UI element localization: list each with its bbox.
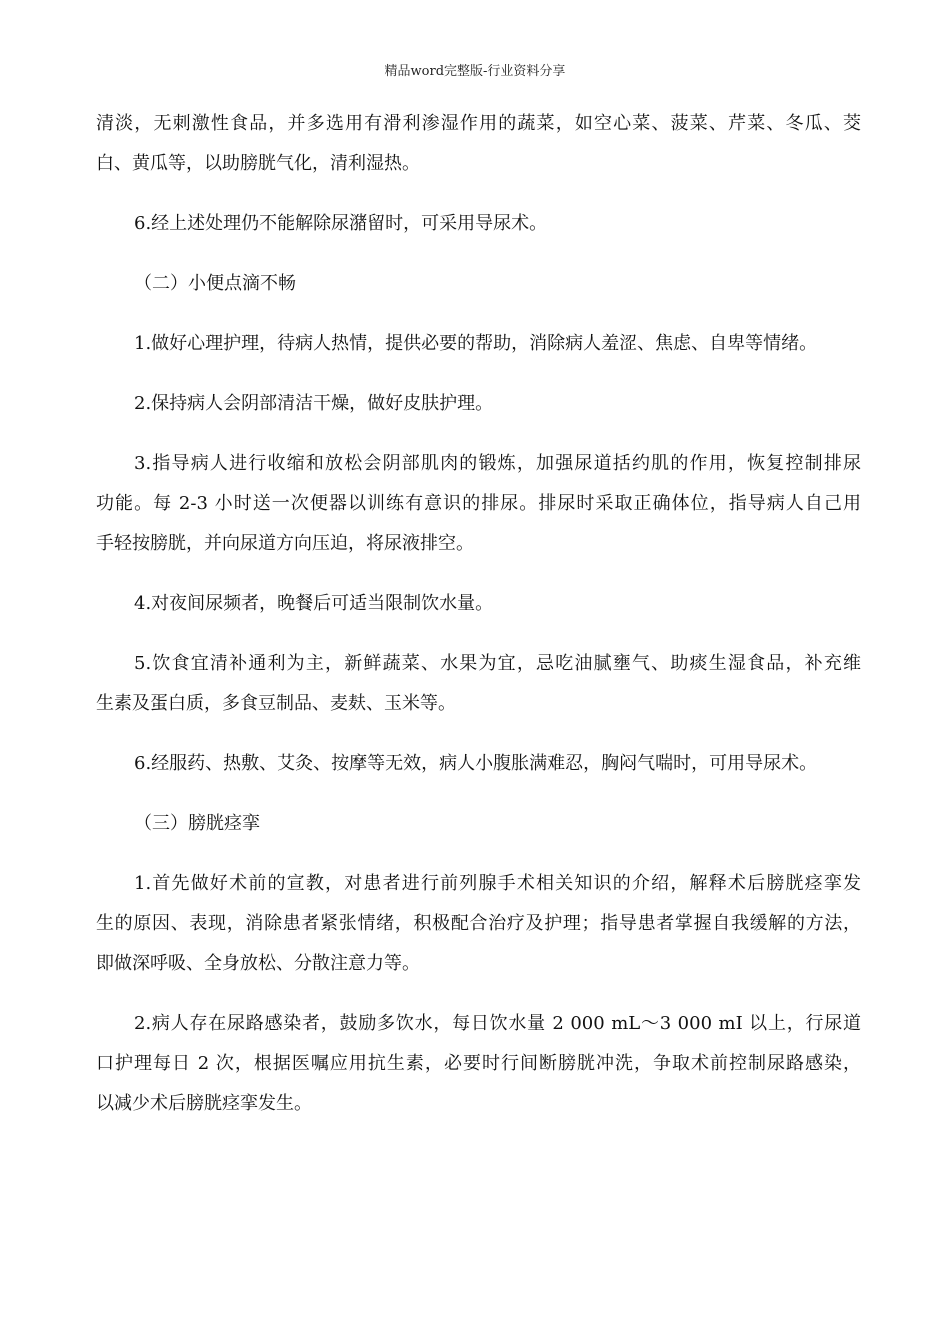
text-line: 4.对夜间尿频者，晚餐后可适当限制饮水量。 [134,593,494,614]
text-line: 2.保持病人会阴部清洁干燥，做好皮肤护理。 [134,393,494,414]
paragraph [96,444,861,564]
text-line: 手轻按膀胱，并向尿道方向压迫，将尿液排空。 [96,533,474,554]
paragraph [96,744,861,784]
text-line: 2.病人存在尿路感染者，鼓励多饮水，每日饮水量 2 000 mL～3 000 mI 以上，行尿道 [134,1013,861,1034]
paragraph [96,384,861,424]
text-line: 6.经服药、热敷、艾灸、按摩等无效，病人小腹胀满难忍，胸闷气喘时，可用导尿术。 [134,753,818,774]
section-heading [96,264,861,304]
text-line: 生的原因、表现，消除患者紧张情绪，积极配合治疗及护理；指导患者掌握自我缓解的方法， [96,913,861,934]
paragraph [96,644,861,724]
text-line: 白、黄瓜等，以助膀胱气化，清利湿热。 [96,153,420,174]
text-line: 以减少术后膀胱痉挛发生。 [96,1093,312,1114]
text-line: 6.经上述处理仍不能解除尿潴留时，可采用导尿术。 [134,213,548,234]
text-line: 生素及蛋白质，多食豆制品、麦麸、玉米等。 [96,693,456,714]
paragraph [96,864,861,984]
paragraph [96,204,861,244]
text-line: 口护理每日 2 次，根据医嘱应用抗生素，必要时行间断膀胱冲洗，争取术前控制尿路感染， [96,1053,861,1074]
text-line: 3.指导病人进行收缩和放松会阴部肌肉的锻炼，加强尿道括约肌的作用，恢复控制排尿 [134,453,861,474]
paragraph [96,324,861,364]
text-line: 1.首先做好术前的宣教，对患者进行前列腺手术相关知识的介绍，解释术后膀胱痉挛发 [134,873,861,894]
section-heading [96,804,861,844]
document-body [96,104,861,1124]
paragraph [96,104,861,184]
text-line: 即做深呼吸、全身放松、分散注意力等。 [96,953,420,974]
text-line: 功能。每 2-3 小时送一次便器以训练有意识的排尿。排尿时采取正确体位，指导病人自己用 [96,493,861,514]
section-heading-text: （二）小便点滴不畅 [134,273,296,294]
text-line: 1.做好心理护理，待病人热情，提供必要的帮助，消除病人羞涩、焦虑、自卑等情绪。 [134,333,818,354]
paragraph [96,584,861,624]
page-header: 精品word完整版-行业资料分享 [384,64,566,79]
paragraph [96,1004,861,1124]
section-heading-text: （三）膀胱痉挛 [134,813,260,834]
text-line: 5.饮食宜清补通利为主，新鲜蔬菜、水果为宜，忌吃油腻壅气、助痰生湿食品，补充维 [134,653,861,674]
text-line: 清淡，无刺激性食品，并多选用有滑利渗湿作用的蔬菜，如空心菜、菠菜、芹菜、冬瓜、茭 [96,113,861,134]
